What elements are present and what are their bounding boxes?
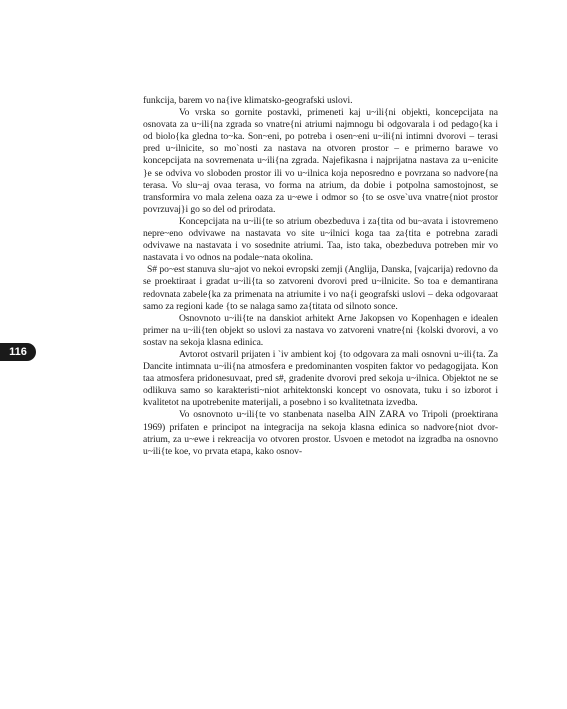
paragraph: S# po~est stanuva slu~ajot vo nekoi evropski zemji (Anglija, Danska, [vajcarija) redovno da se proektiraat i gradat u~ili{ta so zatvoreni dvorovi pred u~ilnicite. So toa e demantirana redovnata zabele{ka za primenata na atriumite i vo na{i geografski uslovi – deka odgovaraat samo za regioni kade {to se nalaga samo za{titata od silnoto sonce.: [143, 264, 498, 312]
body-text: [143, 95, 498, 458]
paragraph: Vo vrska so gornite postavki, primeneti kaj u~ili{ni objekti, koncepcijata na osnovata za u~ili{na zgrada so vnatre{ni atriumi najmnogu bi odgovarala i od pedago{ka i od biolo{ka gledna to~ka. Son~eni, po potreba i osen~eni u~ili{ni intimni dvorovi – terasi pred u~ilnicite, so mo`nosti za nastava na otvoren prostor – e primerno barawe vo koncepcijata na sovremenata u~ili{na zgrada. Najefikasna i najprijatna nastava za u~enicite }e se odviva vo sloboden prostor ili vo u~ilnica koja neposredno e povrzana so nadvore{na terasa. Vo slu~aj ovaa terasa, vo forma na atrium, da dobie i potpolna samostojnost, se transformira vo mala zelena oaza za u~ewe i odmor so {to se osve`uva vnatre{niot prostor povrzuvaj}i go so del od prirodata.: [143, 107, 498, 215]
paragraph: Vo osnovnoto u~ili{te vo stanbenata naselba AIN ZARA vo Tripoli (proektirana 1969) prifaten e principot na integracija na sekoja klasna edinica so nadvore{niot dvor-atrium, za u~ewe i rekreacija vo otvoren prostor. Usvoen e metodot na izgradba na osnovno u~ili{te koe, vo prvata etapa, kako osnov-: [143, 409, 498, 457]
paragraph: Koncepcijata na u~ili{te so atrium obezbeduva i za{tita od bu~avata i istovremeno nepre~eno odvivawe na nastavata vo site u~ilnici koga taa za{tita e potrebna zaradi odvivawe na nastavata i vo sosednite atriumi. Taa, isto taka, obezbeduva potreben mir vo nastavata i vo odnos na podale~nata okolina.: [143, 215, 498, 264]
paragraph: Avtorot ostvaril prijaten i `iv ambient koj {to odgovara za mali osnovni u~ili{ta. Za Dancite intimnata u~ili{na atmosfera e predominanten vospiten faktor vo pedagogijata. Kon taa atmosfera pridonesuvaat, pred s#, gradenite dvorovi pred sekoja u~ilnica. Objektot ne se odlikuva samo so karakteristi~niot arhitektonski koncept vo osnovata, tuku i so izborot i kvalitetot na upotrebenite materijali, a posebno i so kvalitetnata izvedba.: [143, 348, 498, 409]
paragraph-continuation: funkcija, barem vo na{ive klimatsko-geografski uslovi.: [143, 95, 353, 106]
page-number-tab: 116: [0, 343, 36, 361]
paragraph: Osnovnoto u~ili{te na danskiot arhitekt Arne Jakopsen vo Kopenhagen e idealen primer na u~ili{ten objekt so uslovi za nastava vo zatvoreni vnatre{ni {kolski dvorovi, a vo sostav na sekoja klasna edinica.: [143, 312, 498, 348]
